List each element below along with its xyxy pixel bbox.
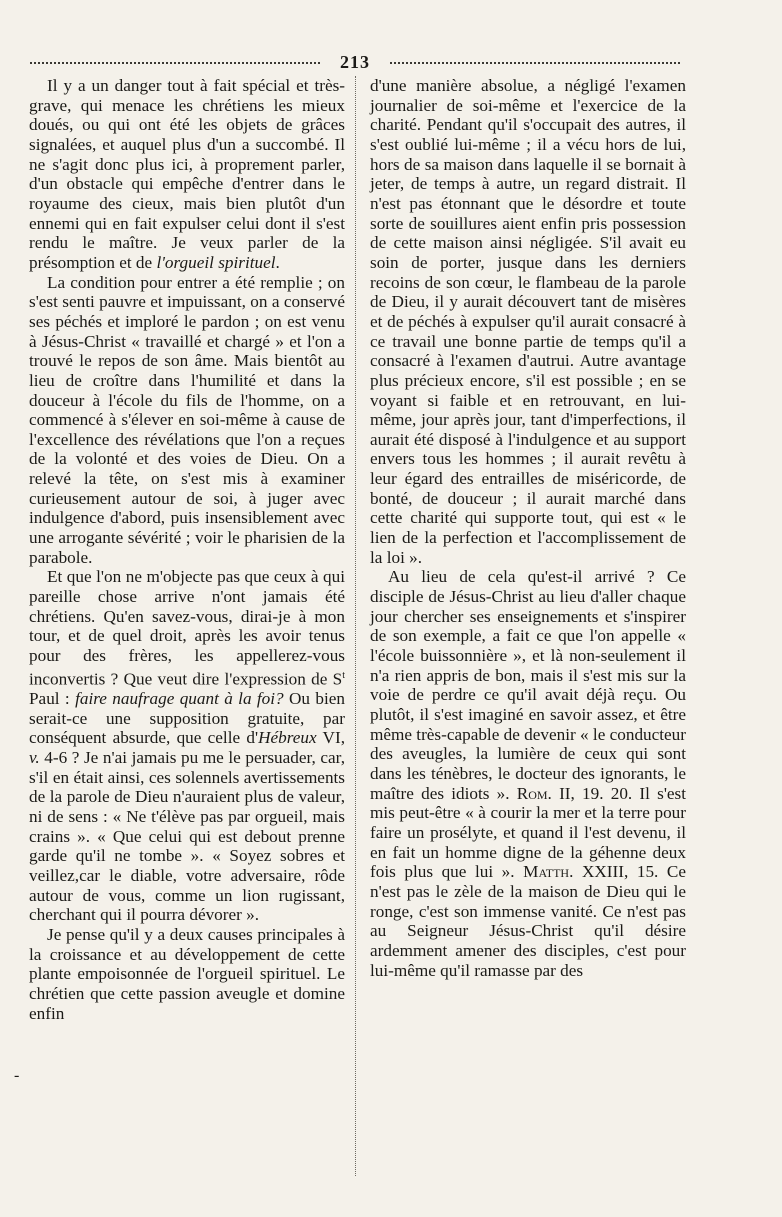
paragraph: Je pense qu'il y a deux causes principales à la croissance et au développement de cette plante empoisonnée de l'orgueil spirituel. Le chrétien que cette passion aveugle et domine enfin	[29, 924, 345, 1023]
paragraph: Et que l'on ne m'objecte pas que ceux à qui pareille chose arrive n'ont jamais été chrétiens. Qu'en savez-vous, dirai-je à mon tour, et de quel droit, après les avoir tenus pour des frères, les appellerez-vous inconvertis ? Que veut dire l'expression de $S^t$ Paul : faire naufrage quant à la foi? Ou bien serait-ce une supposition gratuite, par conséquent absurde, que celle d'Hébreux VI, v. 4-6 ? Je n'ai jamais pu me le persuader, car, s'il en était ainsi, ces solennels avertissements de la parole de Dieu n'auraient plus de valeur, ni de sens : « Ne t'élève pas par orgueil, mais crains ». « Que celui qui est debout prenne garde qu'il ne tombe ». « Soyez sobres et veillez,car le diable, votre adversaire, rôde autour de vous, comme un lion rugissant, cherchant qui il pourra dévorer ».	[29, 567, 345, 925]
left-column	[29, 76, 345, 1023]
paragraph: d'une manière absolue, a négligé l'examen journalier de soi-même et l'exercice de la charité. Pendant qu'il s'occupait des autres, il s'est oublié lui-même ; il a vécu hors de lui, hors de sa maison dans laquelle il se bornait à jeter, de temps à autre, un regard distrait. Il n'est pas étonnant que le désordre et toute sorte de souillures aient enfin pris possession de cette maison ainsi négligée. S'il avait eu soin de porter, jusque dans les derniers recoins de son cœur, le flambeau de la parole de Dieu, il y aurait découvert tant de misères et de péchés à expulser qu'il aurait consacré à ce travail une bonne partie de temps qu'il a consacré à l'examen d'autrui. Autre avantage plus précieux encore, s'il est possible ; en se voyant si faible et en retrouvant, en lui-même, jour après jour, tant d'imperfections, il aurait été disposé à l'indulgence et au support envers tous les hommes ; il aurait revêtu à leur égard des entrailles de miséricorde, de bonté, de douceur ; il aurait marché dans cette charité qui supporte tout, qui est « le lien de la perfection et l'accomplissement de la loi ».	[370, 76, 686, 567]
paragraph: Au lieu de cela qu'est-il arrivé ? Ce disciple de Jésus-Christ au lieu d'aller chaque jour chercher ses enseignements et s'inspirer de son exemple, a fait ce que l'on appelle « l'école buissonnière », et là non-seulement il n'a rien appris de bon, mais il s'est mis sur la voie de perdre ce qu'il avait déjà reçu. Ou plutôt, il s'est imaginé en savoir assez, et être même très-capable de devenir « le conducteur des aveugles, la lumière de ceux qui sont dans les ténèbres, le docteur des ignorants, le maître des idiots ». Rom. II, 19. 20. Il s'est mis peut-être « à courir la mer et la terre pour faire un prosélyte, et quand il l'est devenu, il en fait un homme digne de la géhenne deux fois plus que lui ». Matth. XXIII, 15. Ce n'est pas le zèle de la maison de Dieu qui le ronge, c'est son immense vanité. Ce n'est pas au Seigneur Jésus-Christ qu'il désire ardemment amener des disciples, c'est pour lui-même qu'il ramasse par des	[370, 567, 687, 980]
page-number: 213	[340, 52, 370, 72]
margin-mark: -	[14, 1067, 20, 1084]
right-column	[370, 76, 686, 980]
header-rule-right	[390, 62, 680, 64]
paragraph: La condition pour entrer a été remplie ; on s'est senti pauvre et impuissant, on a conservé ses péchés et imploré le pardon ; on est venu à Jésus-Christ « travaillé et chargé » et l'on a trouvé le repos de son âme. Mais bientôt au lieu de croître dans l'humilité et dans la douceur à l'école du fils de l'homme, on a commencé à s'élever en soi-même à cause de l'excellence des révélations que l'on a reçues de la volonté et des voies de Dieu. On a relevé la tête, on s'est mis à examiner curieusement autour de soi, à juger avec indulgence d'abord, puis insensiblement avec une arrogante sévérité ; voir le pharisien de la parabole.	[29, 272, 345, 567]
header-rule-left	[30, 62, 320, 64]
paragraph: Il y a un danger tout à fait spécial et très-grave, qui menace les chrétiens les mieux doués, ou qui ont été les objets de grâces signalées, et auquel plus d'un a succombé. Il ne s'agit donc plus ici, à proprement parler, d'un obstacle qui empêche d'entrer dans le royaume des cieux, mais bien plutôt d'un ennemi qui en fait expulser celui dont il s'est rendu le maître. Je veux parler de la présomption et de l'orgueil spirituel.	[29, 76, 345, 272]
column-divider	[355, 76, 356, 1176]
page-header	[30, 52, 680, 72]
